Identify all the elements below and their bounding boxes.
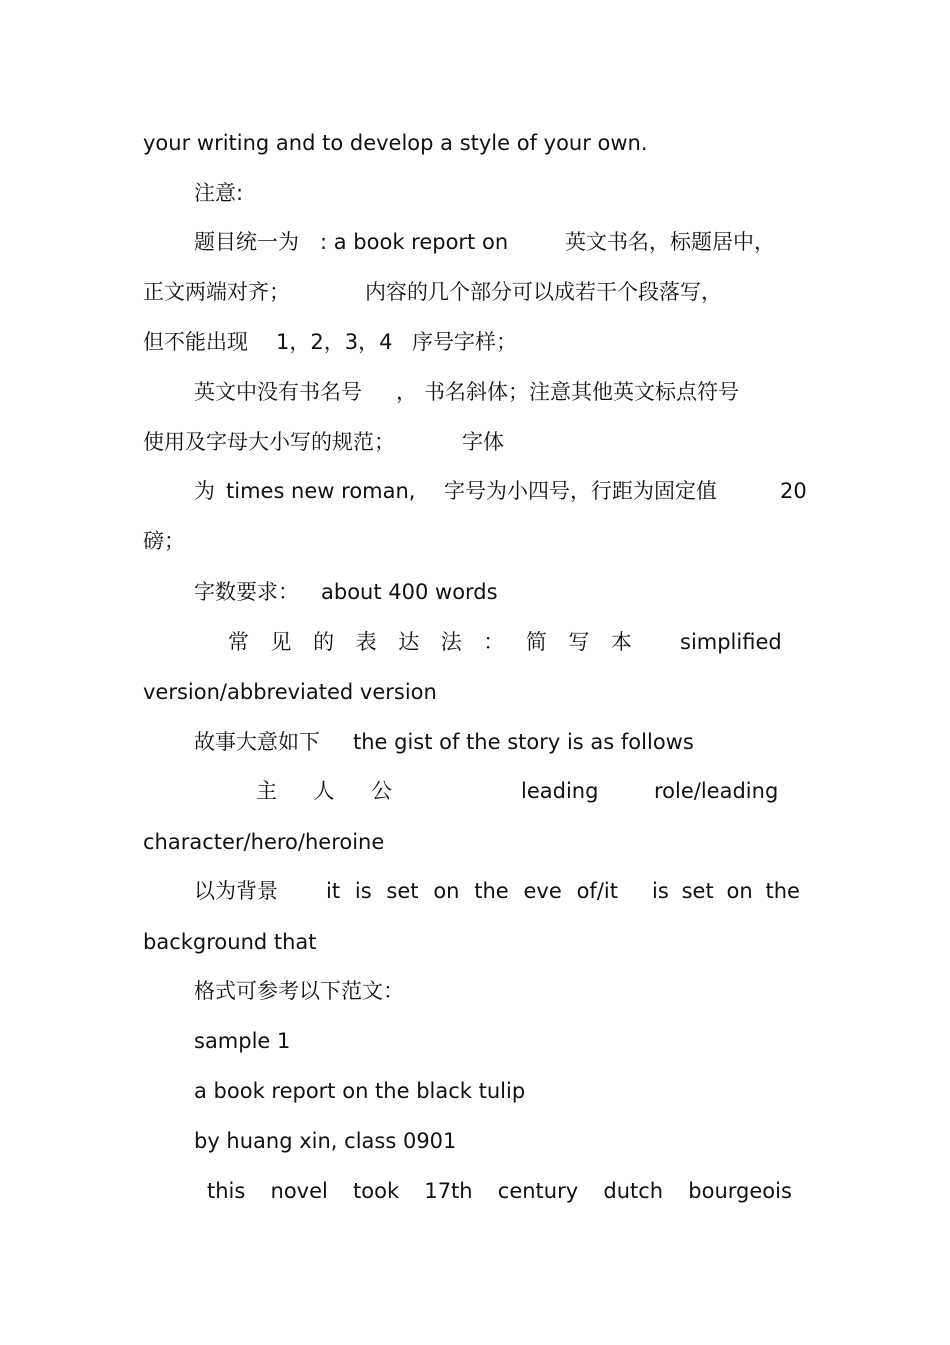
text-segment: on [726, 879, 753, 903]
text-line-5 [143, 329, 248, 355]
text-segment: background that [143, 930, 317, 954]
text-segment: of/it [576, 879, 618, 903]
text-segment: set [681, 879, 714, 903]
text-line-6c [424, 379, 739, 405]
text-segment: novel [270, 1179, 328, 1203]
text-line-16c [652, 878, 800, 904]
text-segment: the gist of the story is as follows [353, 730, 694, 754]
text-line-5c [412, 329, 517, 355]
text-segment: 英文中没有书名号 [194, 380, 362, 404]
text-line-2 [194, 180, 243, 206]
text-segment: about 400 words [321, 580, 498, 604]
text-segment: simplified [680, 630, 782, 654]
text-line-11 [228, 629, 632, 655]
text-segment: 1，2，3，4 [276, 330, 393, 354]
text-line-5b [276, 329, 392, 355]
text-segment: version/abbreviated version [143, 680, 437, 704]
text-line-9 [143, 528, 185, 554]
text-segment: 以为背景 [194, 879, 278, 903]
text-line-1 [143, 130, 648, 156]
text-segment: 序号字样； [412, 330, 517, 354]
text-segment: 简 [525, 630, 547, 654]
text-segment: 字数要求： [194, 580, 299, 604]
text-segment: 17th [424, 1179, 473, 1203]
text-line-4b [365, 279, 722, 305]
text-segment: 故事大意如下 [194, 730, 320, 754]
text-line-21 [194, 1128, 456, 1154]
text-line-22 [207, 1178, 792, 1204]
text-segment: 磅； [143, 529, 185, 553]
text-line-10 [194, 579, 299, 605]
text-segment: 格式可参考以下范文： [194, 979, 404, 1003]
text-line-7b [462, 429, 504, 455]
text-segment: dutch [603, 1179, 664, 1203]
text-segment: 为 [194, 479, 215, 503]
text-segment: the [765, 879, 800, 903]
text-segment: 使用及字母大小写的规范； [143, 430, 395, 454]
text-line-3 [194, 229, 299, 255]
text-segment: 字号为小四号，行距为固定值 [444, 479, 717, 503]
text-line-7 [143, 429, 395, 455]
text-segment: eve [523, 879, 562, 903]
text-segment: set [386, 879, 419, 903]
text-segment: 20 [780, 479, 807, 503]
text-line-8 [194, 478, 215, 504]
text-line-4 [143, 279, 290, 305]
text-segment: times new roman, [226, 479, 416, 503]
text-line-16 [194, 878, 278, 904]
text-segment: character/hero/heroine [143, 830, 385, 854]
text-segment: role/leading [654, 779, 779, 803]
text-line-17 [143, 929, 317, 955]
text-segment: 本 [610, 630, 632, 654]
text-segment: : a book report on [320, 230, 509, 254]
text-segment: your writing and to develop a style of your own. [143, 131, 648, 155]
text-segment: 达 [398, 630, 420, 654]
text-segment: the [474, 879, 509, 903]
text-segment: 正文两端对齐； [143, 280, 290, 304]
text-segment: a book report on the black tulip [194, 1079, 526, 1103]
text-line-10b [321, 579, 498, 605]
text-segment: 人 [313, 779, 335, 803]
text-line-19 [194, 1028, 290, 1054]
text-segment: it [326, 879, 341, 903]
text-line-20 [194, 1078, 525, 1104]
text-line-14b [521, 778, 598, 804]
text-segment: is [652, 879, 669, 903]
text-segment: sample 1 [194, 1029, 291, 1053]
text-segment: 公 [371, 779, 392, 803]
text-segment: 表 [355, 630, 377, 654]
text-segment: 常 [228, 630, 249, 654]
text-line-8c [444, 478, 717, 504]
text-line-12 [143, 679, 437, 705]
text-line-13 [194, 729, 320, 755]
text-segment: 注意: [194, 181, 244, 205]
text-line-8b [226, 478, 415, 504]
text-segment: 书名斜体；注意其他英文标点符号 [424, 380, 739, 404]
text-line-16b [326, 878, 618, 904]
text-line-11b [680, 629, 782, 655]
text-line-13b [353, 729, 694, 755]
text-segment: century [497, 1179, 579, 1203]
text-segment: leading [521, 779, 599, 803]
text-segment: 法 [440, 630, 462, 654]
text-segment: 写 [568, 630, 590, 654]
text-line-18 [194, 978, 404, 1004]
text-line-6 [194, 379, 362, 405]
text-segment: 内容的几个部分可以成若干个段落写， [365, 280, 722, 304]
text-segment: on [433, 879, 460, 903]
text-segment: 英文书名，标题居中， [565, 230, 775, 254]
text-line-14c [654, 778, 778, 804]
text-segment: 见 [270, 630, 292, 654]
text-segment: ， [396, 380, 417, 404]
text-line-3b [320, 229, 508, 255]
text-line-6b [396, 379, 417, 405]
text-segment: took [353, 1179, 400, 1203]
text-segment: 字体 [462, 430, 504, 454]
text-segment: 主 [256, 779, 277, 803]
text-line-14 [256, 778, 392, 804]
text-segment: 题目统一为 [194, 230, 299, 254]
text-line-15 [143, 829, 384, 855]
text-line-3c [565, 229, 775, 255]
text-segment: ： [483, 630, 505, 654]
text-segment: 的 [313, 630, 335, 654]
text-segment: this [207, 1179, 246, 1203]
text-segment: bourgeois [688, 1179, 792, 1203]
text-line-8d [780, 478, 807, 504]
text-segment: 但不能出现 [143, 330, 248, 354]
text-segment: is [354, 879, 372, 903]
text-segment: by huang xin, class 0901 [194, 1129, 457, 1153]
